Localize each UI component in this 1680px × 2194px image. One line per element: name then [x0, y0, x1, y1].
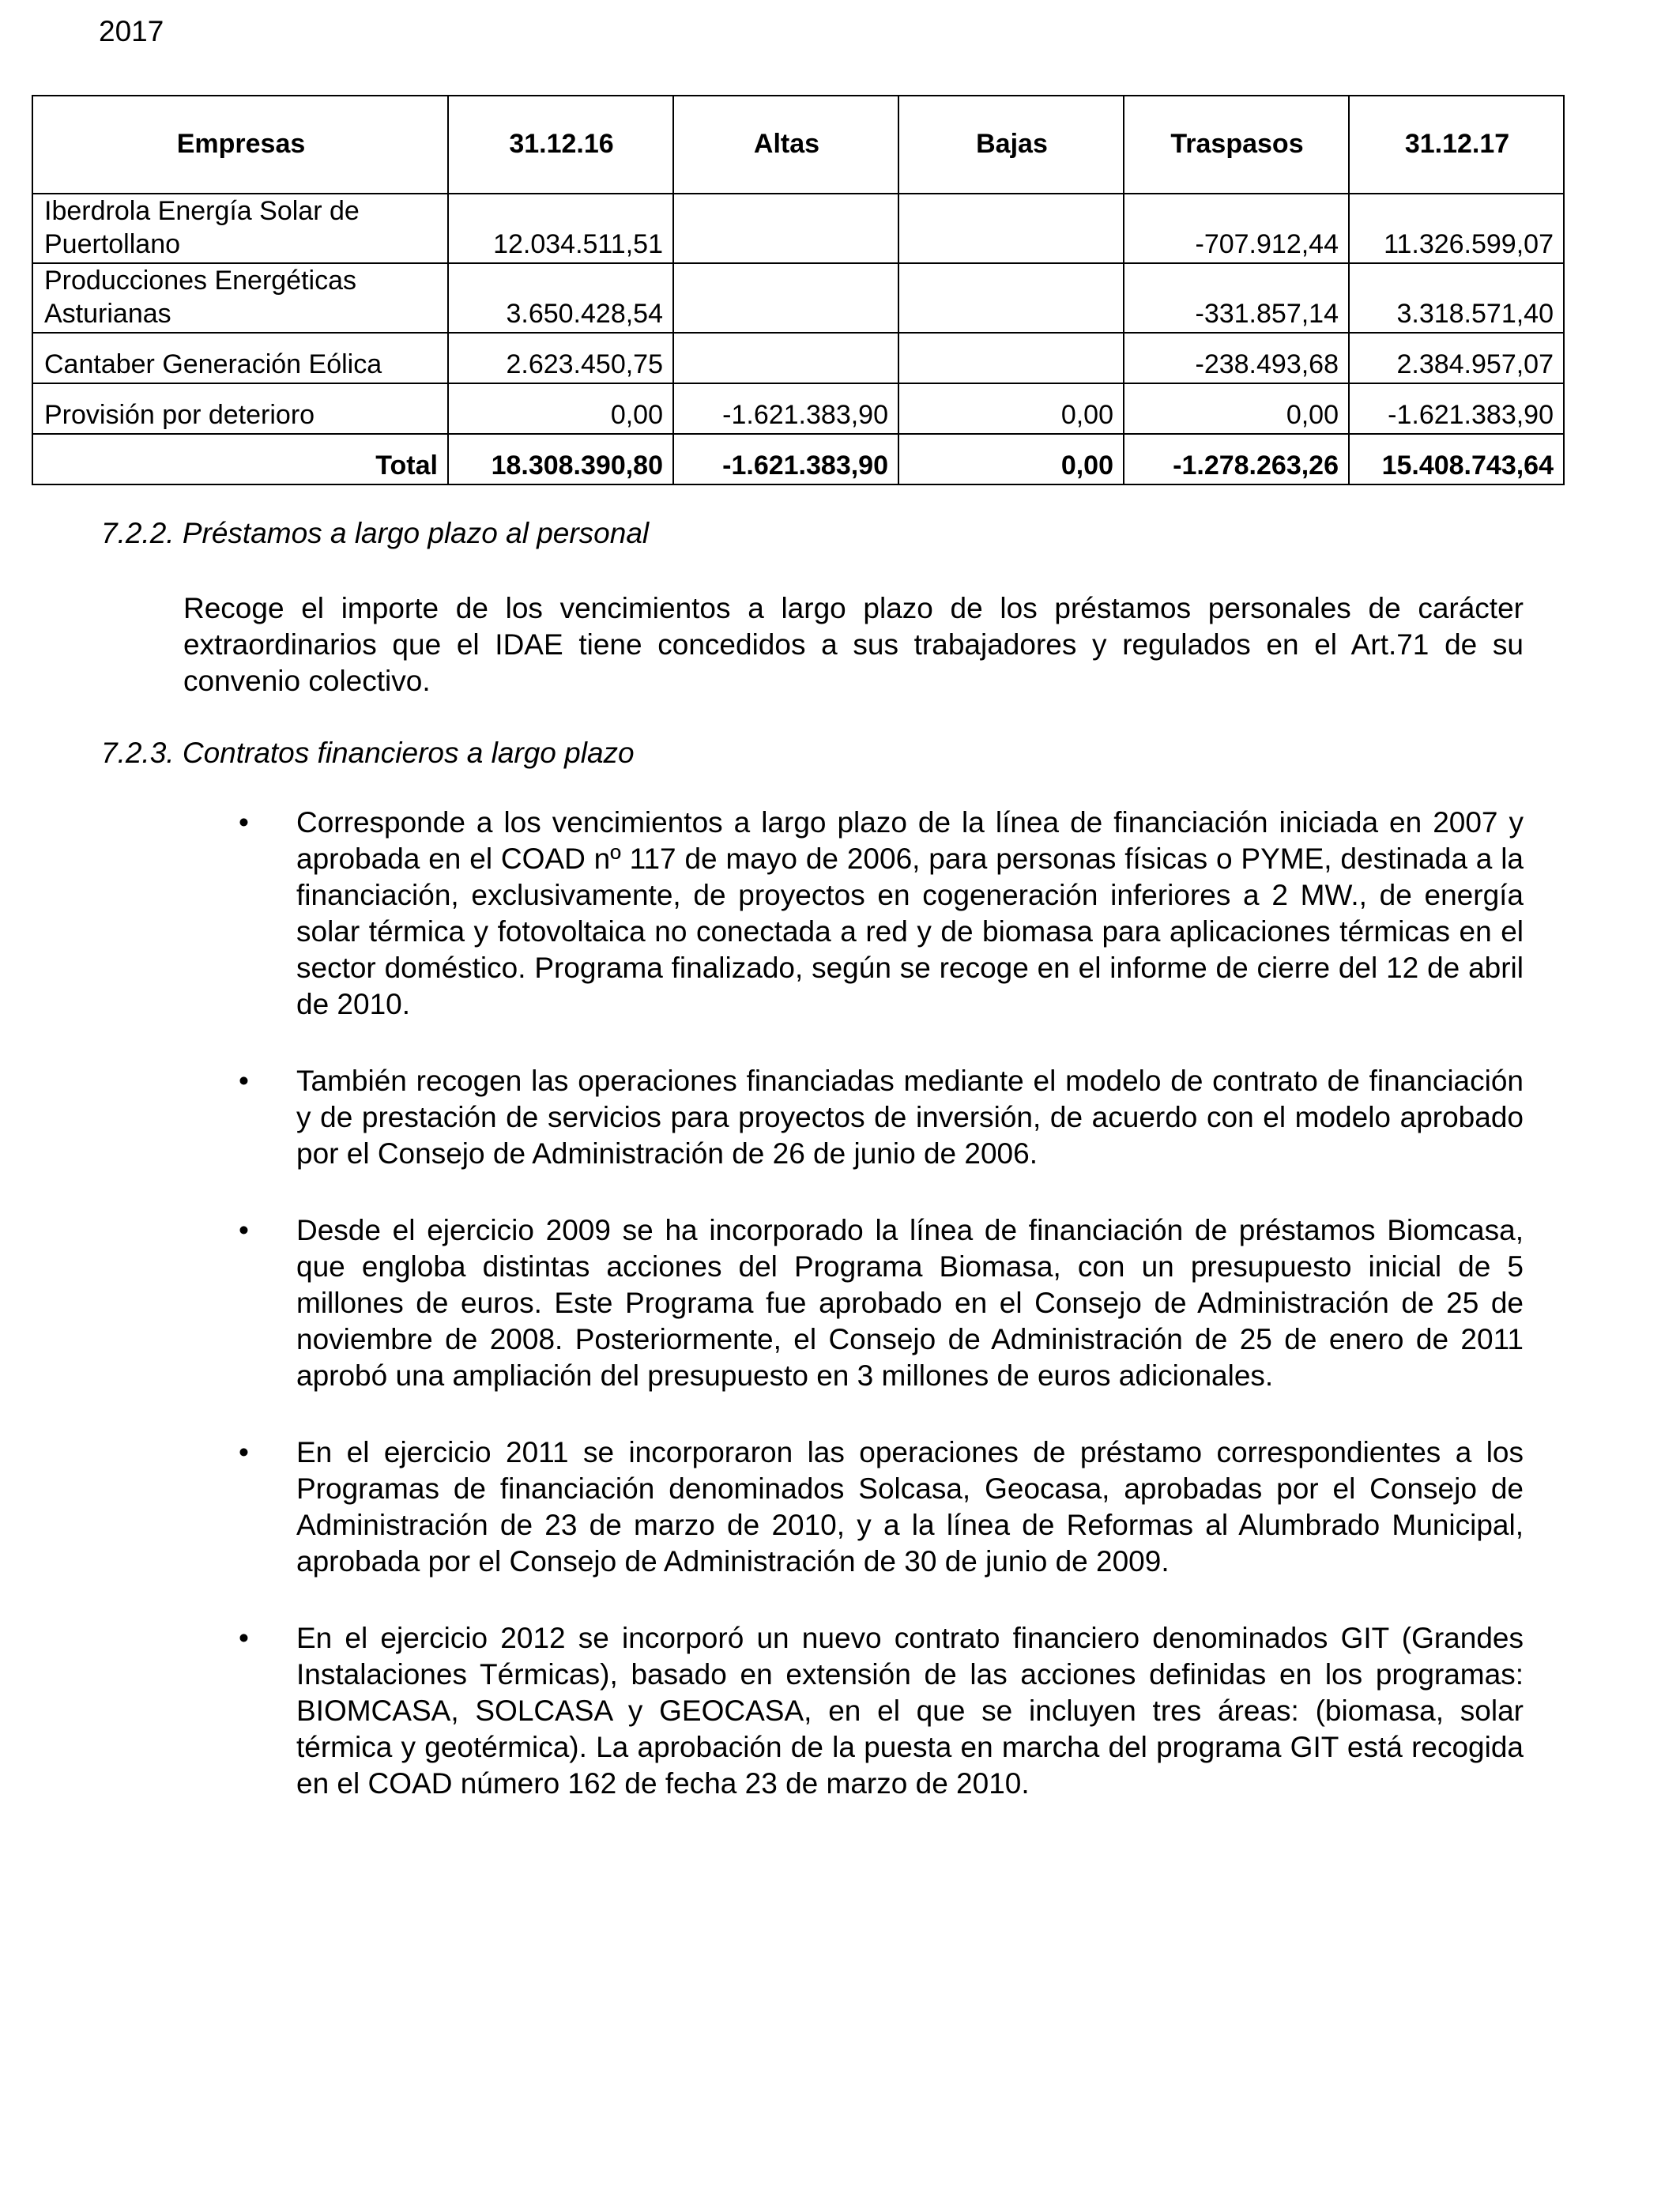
header-empresas: Empresas: [32, 96, 448, 194]
cell-31-12-16: 2.623.450,75: [448, 333, 673, 383]
cell-bajas: [898, 194, 1124, 263]
cell-bajas: [898, 263, 1124, 333]
cell-empresa: Producciones Energéticas Asturianas: [32, 263, 448, 333]
cell-traspasos: -707.912,44: [1124, 194, 1349, 263]
cell-31-12-17: 3.318.571,40: [1349, 263, 1564, 333]
bullet-icon: •: [239, 806, 249, 839]
cell-bajas: 0,00: [898, 383, 1124, 434]
cell-31-12-16: 12.034.511,51: [448, 194, 673, 263]
list-item: • Desde el ejercicio 2009 se ha incorporado la línea de financiación de préstamos Biomcasa, que engloba distintas acciones del Programa Biomasa, con un presupuesto inicial de 5 millones de euros. Este Programa fue aprobado en el Consejo de Administración de 25 de noviembre de 2008. Posteriormente, el Consejo de Administración de 25 de enero de 2011 aprobó una ampliación del presupuesto en 3 millones de euros adicionales.: [239, 1214, 1524, 1392]
cell-total-bajas: 0,00: [898, 434, 1124, 484]
table-row: [32, 333, 1564, 383]
cell-traspasos: 0,00: [1124, 383, 1349, 434]
section-title-7-2-2: 7.2.2. Préstamos a largo plazo al personal: [101, 517, 650, 549]
table-header-row: [32, 96, 1564, 194]
page-year: 2017: [99, 15, 164, 47]
cell-traspasos: -331.857,14: [1124, 263, 1349, 333]
bullet-icon: •: [239, 1436, 249, 1468]
cell-31-12-17: 2.384.957,07: [1349, 333, 1564, 383]
list-item: • También recogen las operaciones financiadas mediante el modelo de contrato de financiación y de prestación de servicios para proyectos de inversión, de acuerdo con el modelo aprobado por el Consejo de Administración de 26 de junio de 2006.: [239, 1065, 1524, 1170]
cell-traspasos: -238.493,68: [1124, 333, 1349, 383]
list-item: • En el ejercicio 2012 se incorporó un nuevo contrato financiero denominados GIT (Grandes Instalaciones Térmicas), basado en extensión de las acciones definidas en los programas: BIOMCASA, SOLCASA y GEOCASA, en el que se incluyen tres áreas: (biomasa, solar térmica y geotérmica). La aprobación de la puesta en marcha del programa GIT está recogida en el COAD número 162 de fecha 23 de marzo de 2010.: [239, 1622, 1524, 1800]
cell-31-12-16: 3.650.428,54: [448, 263, 673, 333]
cell-total-traspasos: -1.278.263,26: [1124, 434, 1349, 484]
table-row: [32, 263, 1564, 333]
table-row: [32, 194, 1564, 263]
investments-table: [32, 95, 1565, 485]
cell-empresa: Cantaber Generación Eólica: [32, 333, 448, 383]
cell-total-label: Total: [32, 434, 448, 484]
table-total-row: [32, 434, 1564, 484]
bullet-icon: •: [239, 1065, 249, 1097]
contracts-bullet-list: [0, 805, 1524, 1842]
cell-total-altas: -1.621.383,90: [673, 434, 898, 484]
header-altas: Altas: [673, 96, 898, 194]
cell-altas: [673, 333, 898, 383]
cell-bajas: [898, 333, 1124, 383]
list-item: • Corresponde a los vencimientos a largo plazo de la línea de financiación iniciada en 2007 y aprobada en el COAD nº 117 de mayo de 2006, para personas físicas o PYME, destinada a la financiación, exclusivamente, de proyectos en cogeneración inferiores a 2 MW., de energía solar térmica y fotovoltaica no conectada a red y de biomasa para aplicaciones térmicas en el sector doméstico. Programa finalizado, según se recoge en el informe de cierre del 12 de abril de 2010.: [239, 806, 1524, 1020]
cell-31-12-17: -1.621.383,90: [1349, 383, 1564, 434]
header-31-12-17: 31.12.17: [1349, 96, 1564, 194]
header-traspasos: Traspasos: [1124, 96, 1349, 194]
header-31-12-16: 31.12.16: [448, 96, 673, 194]
cell-31-12-16: 0,00: [448, 383, 673, 434]
cell-empresa: Provisión por deterioro: [32, 383, 448, 434]
cell-altas: [673, 194, 898, 263]
cell-altas: -1.621.383,90: [673, 383, 898, 434]
list-item: • En el ejercicio 2011 se incorporaron las operaciones de préstamo correspondientes a los Programas de financiación denominados Solcasa, Geocasa, aprobadas por el Consejo de Administración de 23 de marzo de 2010, y a la línea de Reformas al Alumbrado Municipal, aprobada por el Consejo de Administración de 30 de junio de 2009.: [239, 1436, 1524, 1578]
cell-total-31-12-17: 15.408.743,64: [1349, 434, 1564, 484]
cell-empresa: Iberdrola Energía Solar de Puertollano: [32, 194, 448, 263]
header-bajas: Bajas: [898, 96, 1124, 194]
cell-total-31-12-16: 18.308.390,80: [448, 434, 673, 484]
table-row: [32, 383, 1564, 434]
section-paragraph-7-2-2: Recoge el importe de los vencimientos a largo plazo de los préstamos personales de carácter extraordinarios que el IDAE tiene concedidos a sus trabajadores y regulados en el Art.71 de su convenio colectivo.: [183, 592, 1524, 697]
bullet-icon: •: [239, 1622, 249, 1654]
bullet-icon: •: [239, 1214, 249, 1246]
section-title-7-2-3: 7.2.3. Contratos financieros a largo plazo: [101, 737, 635, 769]
cell-31-12-17: 11.326.599,07: [1349, 194, 1564, 263]
cell-altas: [673, 263, 898, 333]
